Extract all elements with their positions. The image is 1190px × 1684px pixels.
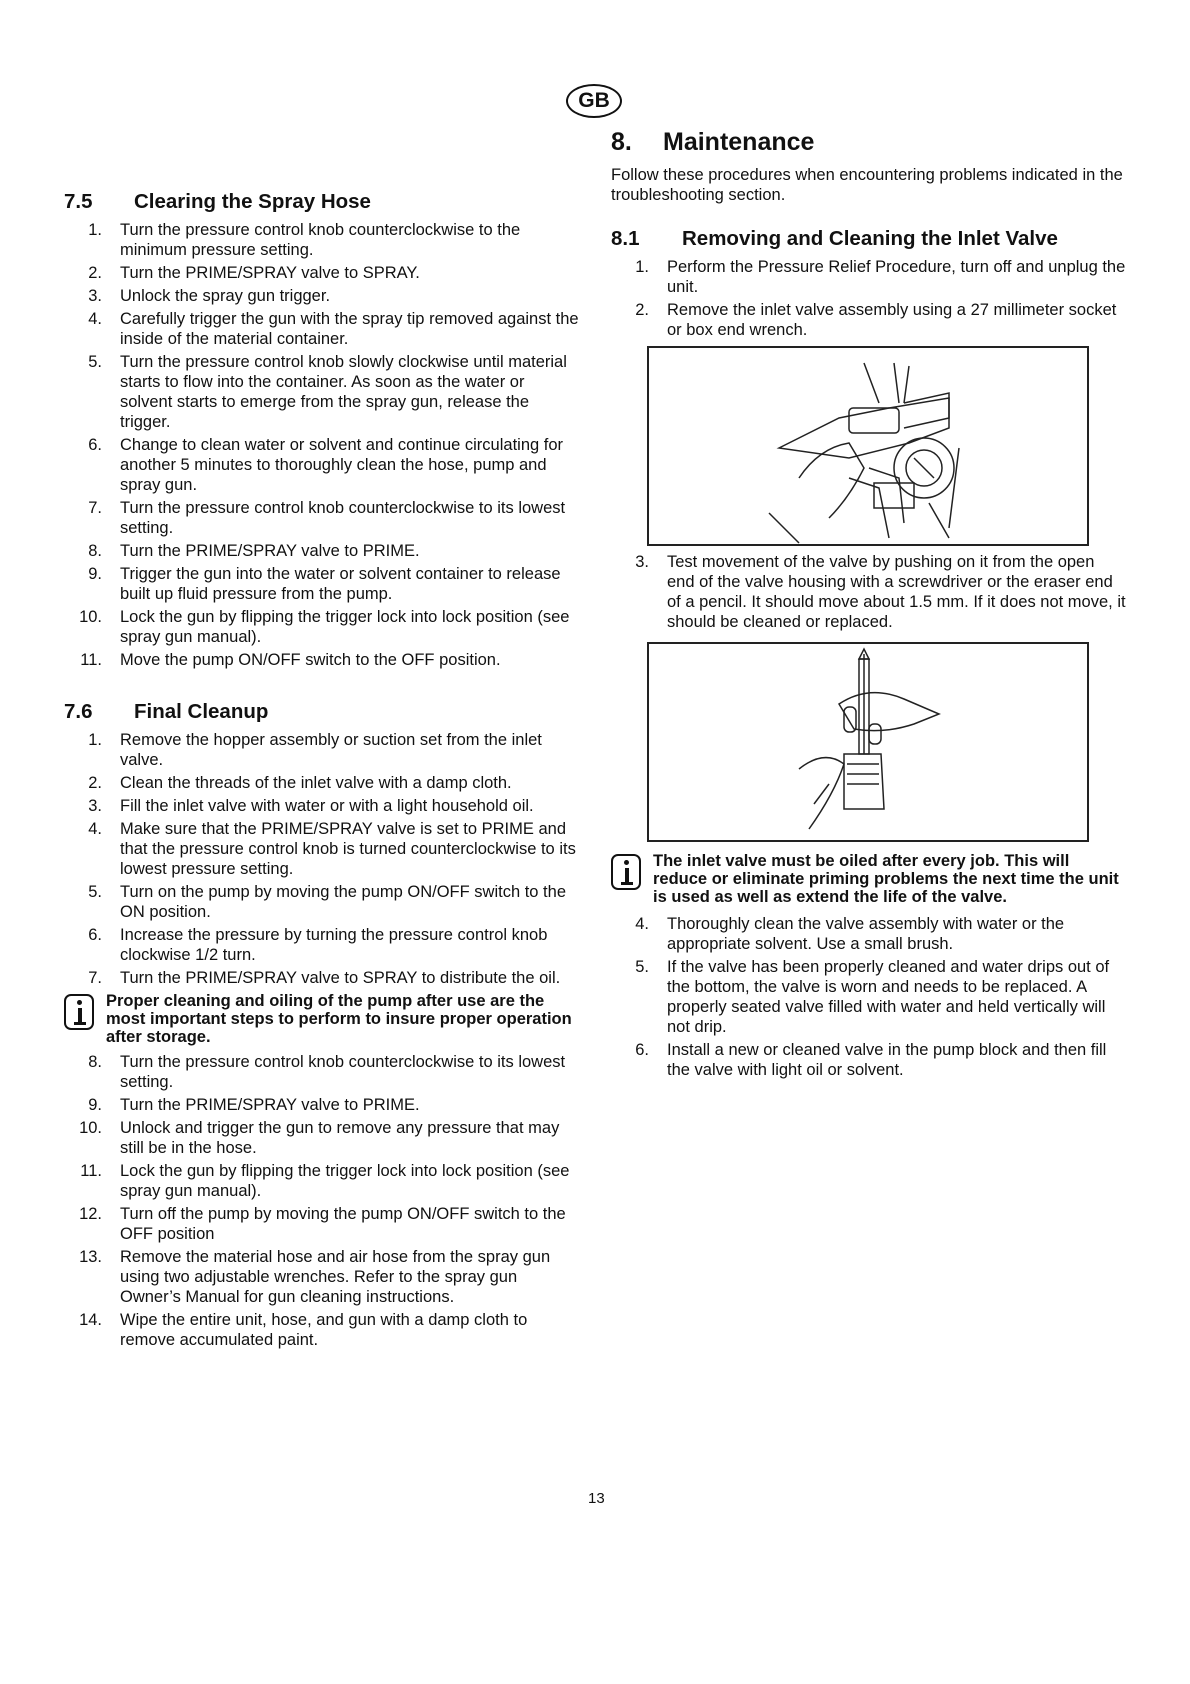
list-item [64, 730, 579, 770]
list-item [64, 541, 579, 561]
step-text: Trigger the gun into the water or solvent container to release built up fluid pressure from the pump. [120, 565, 561, 603]
section-number: 8.1 [611, 227, 640, 250]
section-8-heading [611, 128, 1126, 157]
section-title: Maintenance [663, 128, 815, 156]
step-number: 13. [79, 1248, 102, 1266]
step-number: 6. [88, 926, 102, 944]
step-number: 11. [80, 651, 102, 669]
section-number: 8. [611, 128, 632, 156]
clearing-steps-list [64, 220, 579, 670]
step-number: 4. [88, 310, 102, 328]
list-item [64, 309, 579, 349]
step-number: 6. [635, 1041, 649, 1059]
list-item [64, 352, 579, 432]
step-text: Wipe the entire unit, hose, and gun with a damp cloth to remove accumulated paint. [120, 1311, 528, 1349]
left-column [64, 190, 579, 1353]
maintenance-intro: Follow these procedures when encountering problems indicated in the troubleshooting section. [611, 166, 1123, 204]
language-badge: GB [566, 84, 622, 118]
list-item [64, 286, 579, 306]
step-number: 2. [88, 264, 102, 282]
step-number: 9. [88, 1096, 102, 1114]
list-item [64, 564, 579, 604]
step-text: Turn on the pump by moving the pump ON/OFF switch to the ON position. [120, 883, 566, 921]
step-text: Perform the Pressure Relief Procedure, turn off and unplug the unit. [667, 258, 1126, 296]
step-number: 10. [79, 1119, 102, 1137]
list-item [64, 968, 579, 988]
list-item [64, 1161, 579, 1201]
list-item [64, 1052, 579, 1092]
step-text: Move the pump ON/OFF switch to the OFF position. [120, 651, 501, 669]
list-item [64, 1204, 579, 1244]
step-number: 4. [635, 915, 649, 933]
list-item [64, 263, 579, 283]
step-text: Change to clean water or solvent and continue circulating for another 5 minutes to thoroughly clean the hose, pump and spray gun. [120, 436, 564, 494]
list-item [64, 1118, 579, 1158]
step-text: Thoroughly clean the valve assembly with water or the appropriate solvent. Use a small brush. [667, 915, 1065, 953]
section-7-5-heading [64, 190, 579, 214]
section-7-6-heading [64, 700, 579, 724]
step-text: Lock the gun by flipping the trigger lock into lock position (see spray gun manual). [120, 1162, 570, 1200]
list-item [64, 773, 579, 793]
step-number: 3. [88, 287, 102, 305]
step-text: Turn the PRIME/SPRAY valve to PRIME. [120, 1096, 420, 1114]
list-item [611, 552, 1126, 632]
list-item [611, 300, 1126, 340]
step-text: Test movement of the valve by pushing on it from the open end of the valve housing with a screwdriver or the eraser end of a pencil. It should move about 1.5 mm. If it does not move, it should be cleaned or replaced. [667, 553, 1126, 631]
inlet-valve-steps-list [611, 257, 1126, 340]
list-item [64, 819, 579, 879]
valve-test-figure [647, 642, 1089, 842]
list-item [64, 498, 579, 538]
step-text: Unlock and trigger the gun to remove any pressure that may still be in the hose. [120, 1119, 560, 1157]
step-number: 8. [88, 1053, 102, 1071]
step-text: If the valve has been properly cleaned and water drips out of the bottom, the valve is worn and needs to be replaced. A properly seated valve filled with water and held vertically will not drip. [667, 958, 1110, 1036]
info-icon [611, 854, 641, 890]
step-number: 14. [79, 1311, 102, 1329]
step-number: 7. [88, 969, 102, 987]
step-text: Turn the pressure control knob counterclockwise to its lowest setting. [120, 1053, 566, 1091]
pencil-valve-test-illustration [649, 644, 1087, 840]
list-item [611, 1040, 1126, 1080]
step-number: 11. [80, 1162, 102, 1180]
step-text: Clean the threads of the inlet valve with a damp cloth. [120, 774, 512, 792]
step-number: 6. [88, 436, 102, 454]
step-text: Turn the PRIME/SPRAY valve to PRIME. [120, 542, 420, 560]
list-item [64, 925, 579, 965]
final-cleanup-steps-list-continued [64, 1052, 579, 1350]
step-number: 9. [88, 565, 102, 583]
step-text: Turn the pressure control knob counterclockwise to the minimum pressure setting. [120, 221, 521, 259]
list-item [64, 796, 579, 816]
step-text: Fill the inlet valve with water or with a light household oil. [120, 797, 534, 815]
step-number: 12. [79, 1205, 102, 1223]
list-item [64, 220, 579, 260]
page-number: 13 [588, 1490, 605, 1507]
info-icon [64, 994, 94, 1030]
list-item [64, 435, 579, 495]
step-number: 1. [635, 258, 649, 276]
step-text: Install a new or cleaned valve in the pump block and then fill the valve with light oil or solvent. [667, 1041, 1107, 1079]
step-number: 5. [88, 353, 102, 371]
list-item [611, 957, 1126, 1037]
step-number: 3. [635, 553, 649, 571]
step-text: Remove the hopper assembly or suction set from the inlet valve. [120, 731, 542, 769]
step-number: 3. [88, 797, 102, 815]
inlet-valve-removal-figure [647, 346, 1089, 546]
step-number: 8. [88, 542, 102, 560]
final-cleanup-steps-list [64, 730, 579, 988]
step-number: 7. [88, 499, 102, 517]
oiling-note [611, 852, 1126, 906]
section-number: 7.5 [64, 190, 93, 213]
step-text: Make sure that the PRIME/SPRAY valve is set to PRIME and that the pressure control knob is turned counterclockwise to its lowest pressure setting. [120, 820, 576, 878]
list-item [64, 1247, 579, 1307]
inlet-valve-steps-list-c [611, 914, 1126, 1080]
list-item [611, 257, 1126, 297]
step-number: 4. [88, 820, 102, 838]
storage-note [64, 992, 579, 1046]
note-text: Proper cleaning and oiling of the pump after use are the most important steps to perform to insure proper operation after storage. [106, 992, 572, 1046]
wrench-valve-illustration [649, 348, 1087, 544]
step-text: Turn the pressure control knob slowly clockwise until material starts to flow into the container. As soon as the water or solvent starts to emerge from the spray gun, release the trigger. [120, 353, 567, 431]
step-number: 10. [79, 608, 102, 626]
list-item [64, 882, 579, 922]
section-8-1-heading [611, 227, 1126, 251]
step-number: 1. [88, 221, 102, 239]
note-text: The inlet valve must be oiled after every job. This will reduce or eliminate priming problems the next time the unit is used as well as extend the life of the valve. [653, 852, 1119, 906]
list-item [64, 1095, 579, 1115]
step-text: Increase the pressure by turning the pressure control knob clockwise 1/2 turn. [120, 926, 548, 964]
list-item [64, 607, 579, 647]
step-number: 5. [635, 958, 649, 976]
step-number: 2. [88, 774, 102, 792]
step-text: Lock the gun by flipping the trigger lock into lock position (see spray gun manual). [120, 608, 570, 646]
step-text: Remove the inlet valve assembly using a 27 millimeter socket or box end wrench. [667, 301, 1117, 339]
step-text: Turn the PRIME/SPRAY valve to SPRAY. [120, 264, 420, 282]
step-number: 1. [88, 731, 102, 749]
section-number: 7.6 [64, 700, 93, 723]
section-title: Final Cleanup [134, 700, 269, 723]
inlet-valve-steps-list-b [611, 552, 1126, 632]
step-text: Carefully trigger the gun with the spray tip removed against the inside of the material container. [120, 310, 579, 348]
right-column [611, 128, 1126, 1083]
list-item [64, 650, 579, 670]
step-text: Turn the PRIME/SPRAY valve to SPRAY to distribute the oil. [120, 969, 561, 987]
section-title: Clearing the Spray Hose [134, 190, 371, 213]
step-text: Remove the material hose and air hose from the spray gun using two adjustable wrenches. Refer to the spray gun Owner’s Manual for gun cleaning instructions. [120, 1248, 551, 1306]
list-item [611, 914, 1126, 954]
step-number: 2. [635, 301, 649, 319]
step-number: 5. [88, 883, 102, 901]
step-text: Turn the pressure control knob counterclockwise to its lowest setting. [120, 499, 566, 537]
step-text: Unlock the spray gun trigger. [120, 287, 331, 305]
section-title: Removing and Cleaning the Inlet Valve [682, 227, 1058, 250]
step-text: Turn off the pump by moving the pump ON/OFF switch to the OFF position [120, 1205, 566, 1243]
list-item [64, 1310, 579, 1350]
